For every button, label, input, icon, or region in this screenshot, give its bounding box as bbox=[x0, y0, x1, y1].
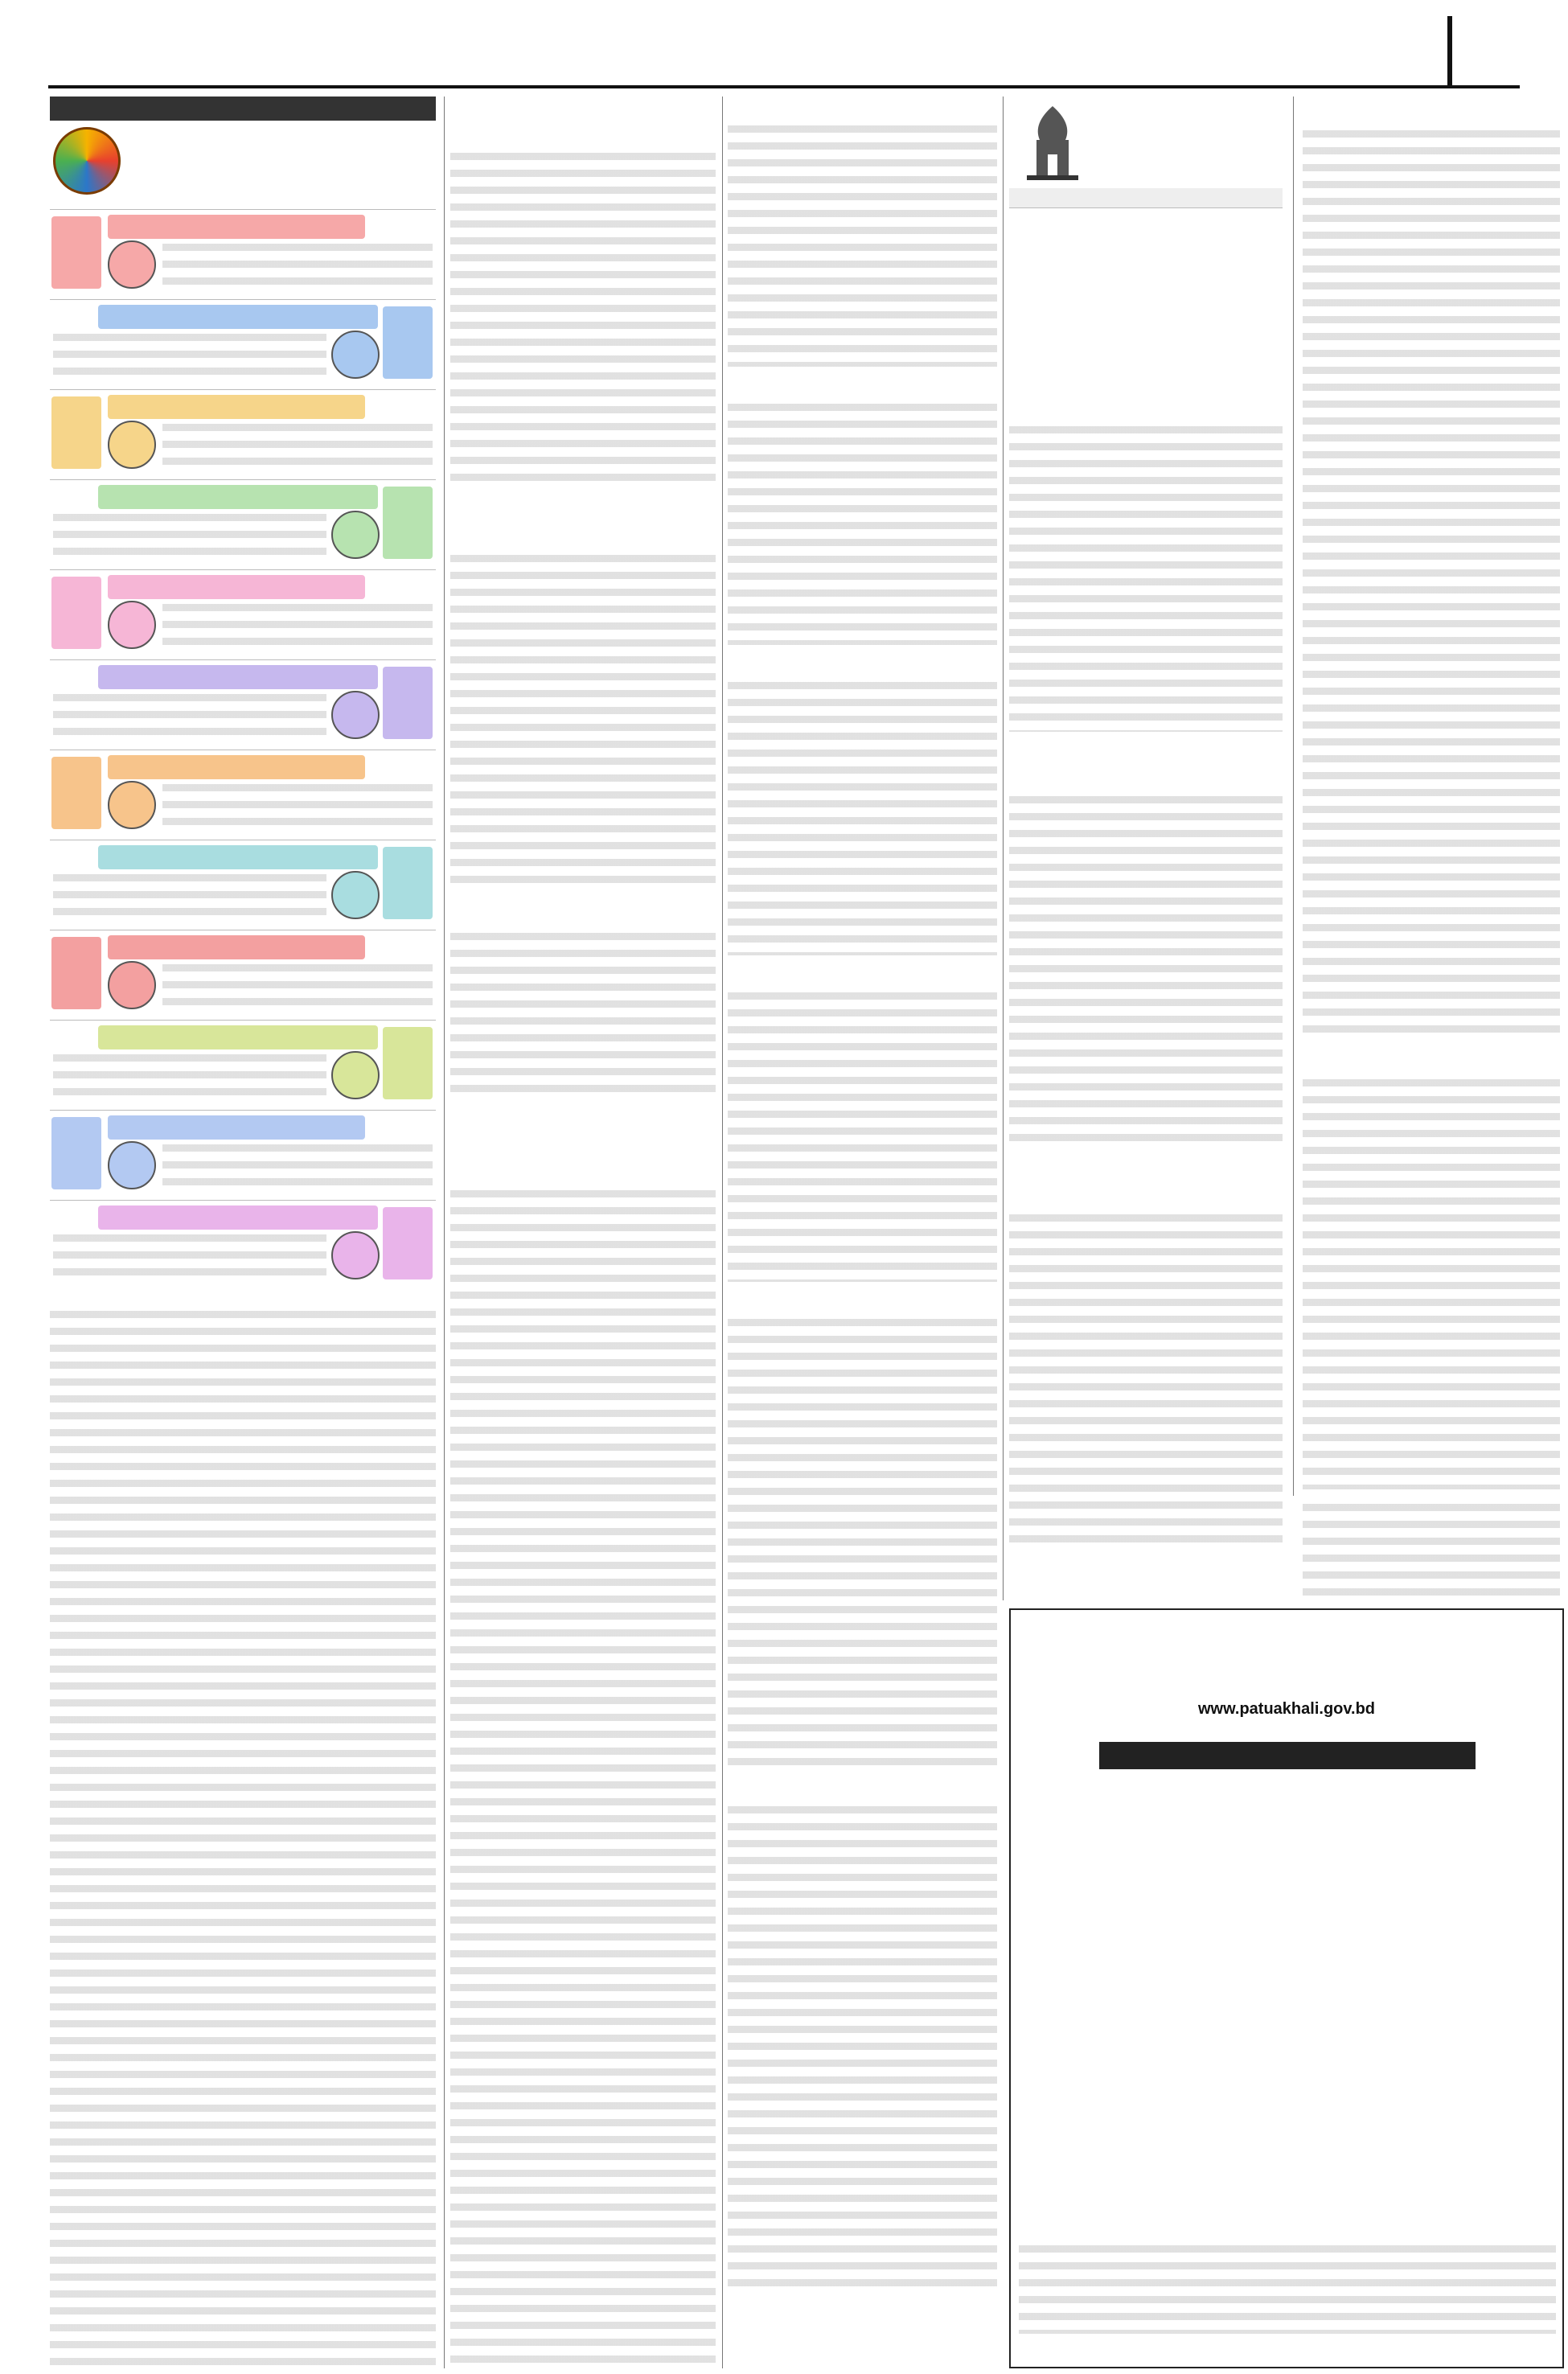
zodiac-sign-name bbox=[51, 937, 101, 1009]
zodiac-symbol-icon bbox=[331, 691, 380, 739]
mosque-icon bbox=[1016, 101, 1090, 183]
zodiac-symbol-icon bbox=[331, 1051, 380, 1099]
zodiac-symbol-icon bbox=[108, 961, 156, 1009]
body-text-placeholder bbox=[450, 555, 716, 893]
story-column-2 bbox=[450, 97, 716, 1182]
zodiac-sign-entry bbox=[50, 389, 436, 473]
story-headline[interactable] bbox=[728, 1290, 997, 1314]
zodiac-sign-entry bbox=[50, 479, 436, 563]
column-rule bbox=[444, 97, 445, 2368]
story-column-3 bbox=[728, 97, 997, 2368]
zodiac-forecast-text bbox=[53, 1054, 326, 1099]
body-text-placeholder bbox=[728, 682, 997, 955]
story-headline[interactable] bbox=[450, 901, 716, 928]
zodiac-forecast-text bbox=[162, 1144, 433, 1189]
zodiac-sign-entry bbox=[50, 840, 436, 923]
notice-banner bbox=[1099, 1742, 1476, 1769]
zodiac-forecast-text bbox=[162, 964, 433, 1009]
horoscope-intro bbox=[127, 125, 433, 203]
zodiac-sign-name bbox=[51, 396, 101, 469]
zodiac-sign-name bbox=[51, 577, 101, 649]
body-text-placeholder bbox=[1303, 1079, 1560, 1489]
zodiac-forecast-text bbox=[162, 784, 433, 829]
zodiac-sign-entry bbox=[50, 569, 436, 653]
column-rule bbox=[1003, 97, 1004, 1600]
story-headline[interactable] bbox=[728, 963, 997, 988]
page-number bbox=[1447, 16, 1520, 85]
body-text-placeholder bbox=[728, 125, 997, 367]
zodiac-sign-entry bbox=[50, 930, 436, 1013]
story-headline[interactable] bbox=[1303, 97, 1560, 125]
zodiac-date-range bbox=[108, 215, 365, 239]
body-text-placeholder bbox=[1009, 1214, 1283, 1552]
zodiac-sign-name bbox=[383, 667, 433, 739]
zodiac-forecast-text bbox=[53, 694, 326, 739]
body-text-placeholder bbox=[1009, 796, 1283, 1150]
left-lower-stories bbox=[50, 1311, 436, 2368]
zodiac-symbol-icon bbox=[331, 511, 380, 559]
story-headline[interactable] bbox=[1009, 370, 1283, 421]
notice-website-link[interactable]: www.patuakhali.gov.bd bbox=[1197, 1700, 1376, 1718]
zodiac-date-range bbox=[98, 485, 378, 509]
prayer-column-header bbox=[1146, 188, 1283, 207]
zodiac-sign-name bbox=[383, 1027, 433, 1099]
body-text-placeholder bbox=[1303, 1504, 1560, 1600]
zodiac-sign-name bbox=[383, 487, 433, 559]
zodiac-date-range bbox=[108, 755, 365, 779]
story-headline[interactable] bbox=[1009, 1158, 1283, 1210]
zodiac-sign-entry bbox=[50, 750, 436, 833]
zodiac-date-range bbox=[108, 575, 365, 599]
zodiac-forecast-text bbox=[53, 1234, 326, 1279]
body-text-placeholder bbox=[50, 1311, 436, 2368]
zodiac-symbol-icon bbox=[108, 421, 156, 469]
prayer-title bbox=[1098, 105, 1281, 161]
zodiac-sign-entry bbox=[50, 1020, 436, 1103]
zodiac-sign-name bbox=[51, 216, 101, 289]
horoscope-section bbox=[50, 97, 436, 1303]
zodiac-date-range bbox=[98, 1205, 378, 1230]
zodiac-sign-name bbox=[51, 757, 101, 829]
body-text-placeholder bbox=[728, 404, 997, 645]
column-rule bbox=[1293, 97, 1294, 1496]
prayer-schedule bbox=[1009, 97, 1283, 354]
zodiac-symbol-icon bbox=[331, 331, 380, 379]
zodiac-symbol-icon bbox=[108, 781, 156, 829]
zodiac-date-range bbox=[108, 1115, 365, 1140]
body-text-placeholder bbox=[450, 153, 716, 491]
body-text-placeholder bbox=[728, 992, 997, 1282]
prayer-column-header bbox=[1009, 188, 1146, 207]
story-headline[interactable] bbox=[450, 1102, 716, 1129]
zodiac-forecast-text bbox=[53, 334, 326, 379]
zodiac-forecast-text bbox=[53, 514, 326, 559]
zodiac-symbol-icon bbox=[331, 871, 380, 919]
zodiac-wheel-icon bbox=[53, 127, 121, 195]
body-text-placeholder bbox=[728, 1806, 997, 2289]
masthead bbox=[48, 16, 1520, 88]
zodiac-sign-entry bbox=[50, 299, 436, 383]
body-text-placeholder bbox=[450, 933, 716, 1094]
zodiac-sign-name bbox=[383, 306, 433, 379]
story-column-4 bbox=[1009, 370, 1283, 1600]
story-headline[interactable] bbox=[728, 375, 997, 399]
notice-terms bbox=[1019, 2245, 1556, 2334]
zodiac-date-range bbox=[98, 305, 378, 329]
zodiac-forecast-text bbox=[162, 604, 433, 649]
zodiac-sign-entry bbox=[50, 209, 436, 293]
newspaper-logo[interactable] bbox=[48, 19, 499, 76]
zodiac-sign-entry bbox=[50, 1200, 436, 1284]
zodiac-date-range bbox=[98, 665, 378, 689]
zodiac-date-range bbox=[98, 845, 378, 869]
body-text-placeholder bbox=[728, 1319, 997, 1769]
body-text-placeholder bbox=[450, 1190, 716, 2368]
story-headline[interactable] bbox=[1303, 1045, 1560, 1074]
zodiac-forecast-text bbox=[162, 424, 433, 469]
zodiac-date-range bbox=[108, 395, 365, 419]
zodiac-date-range bbox=[98, 1025, 378, 1049]
zodiac-symbol-icon bbox=[108, 1141, 156, 1189]
zodiac-forecast-text bbox=[53, 874, 326, 919]
horoscope-header bbox=[50, 97, 436, 121]
story-headline[interactable] bbox=[1009, 740, 1283, 791]
zodiac-sign-name bbox=[383, 847, 433, 919]
zodiac-symbol-icon bbox=[108, 240, 156, 289]
zodiac-date-range bbox=[108, 935, 365, 959]
body-text-placeholder bbox=[1009, 426, 1283, 732]
story-column-6 bbox=[1303, 1045, 1560, 1496]
zodiac-sign-entry bbox=[50, 659, 436, 743]
story-headline[interactable] bbox=[728, 1777, 997, 1801]
government-tender-notice bbox=[1009, 1608, 1564, 2368]
zodiac-symbol-icon bbox=[331, 1231, 380, 1279]
prayer-source bbox=[1098, 164, 1281, 182]
prayer-times-table bbox=[1009, 188, 1283, 208]
story-headline[interactable] bbox=[728, 97, 997, 121]
story-column-5 bbox=[1303, 97, 1560, 1045]
zodiac-forecast-text bbox=[162, 244, 433, 289]
story-headline[interactable] bbox=[728, 653, 997, 677]
story-headline[interactable] bbox=[450, 97, 716, 148]
zodiac-symbol-icon bbox=[108, 601, 156, 649]
zodiac-sign-entry bbox=[50, 1110, 436, 1193]
zodiac-sign-name bbox=[383, 1207, 433, 1279]
publication-date bbox=[523, 29, 764, 74]
body-text-placeholder bbox=[1303, 130, 1560, 1039]
story-headline[interactable] bbox=[450, 499, 716, 550]
zodiac-sign-name bbox=[51, 1117, 101, 1189]
section-name bbox=[1303, 16, 1431, 85]
column-rule bbox=[722, 97, 723, 2368]
